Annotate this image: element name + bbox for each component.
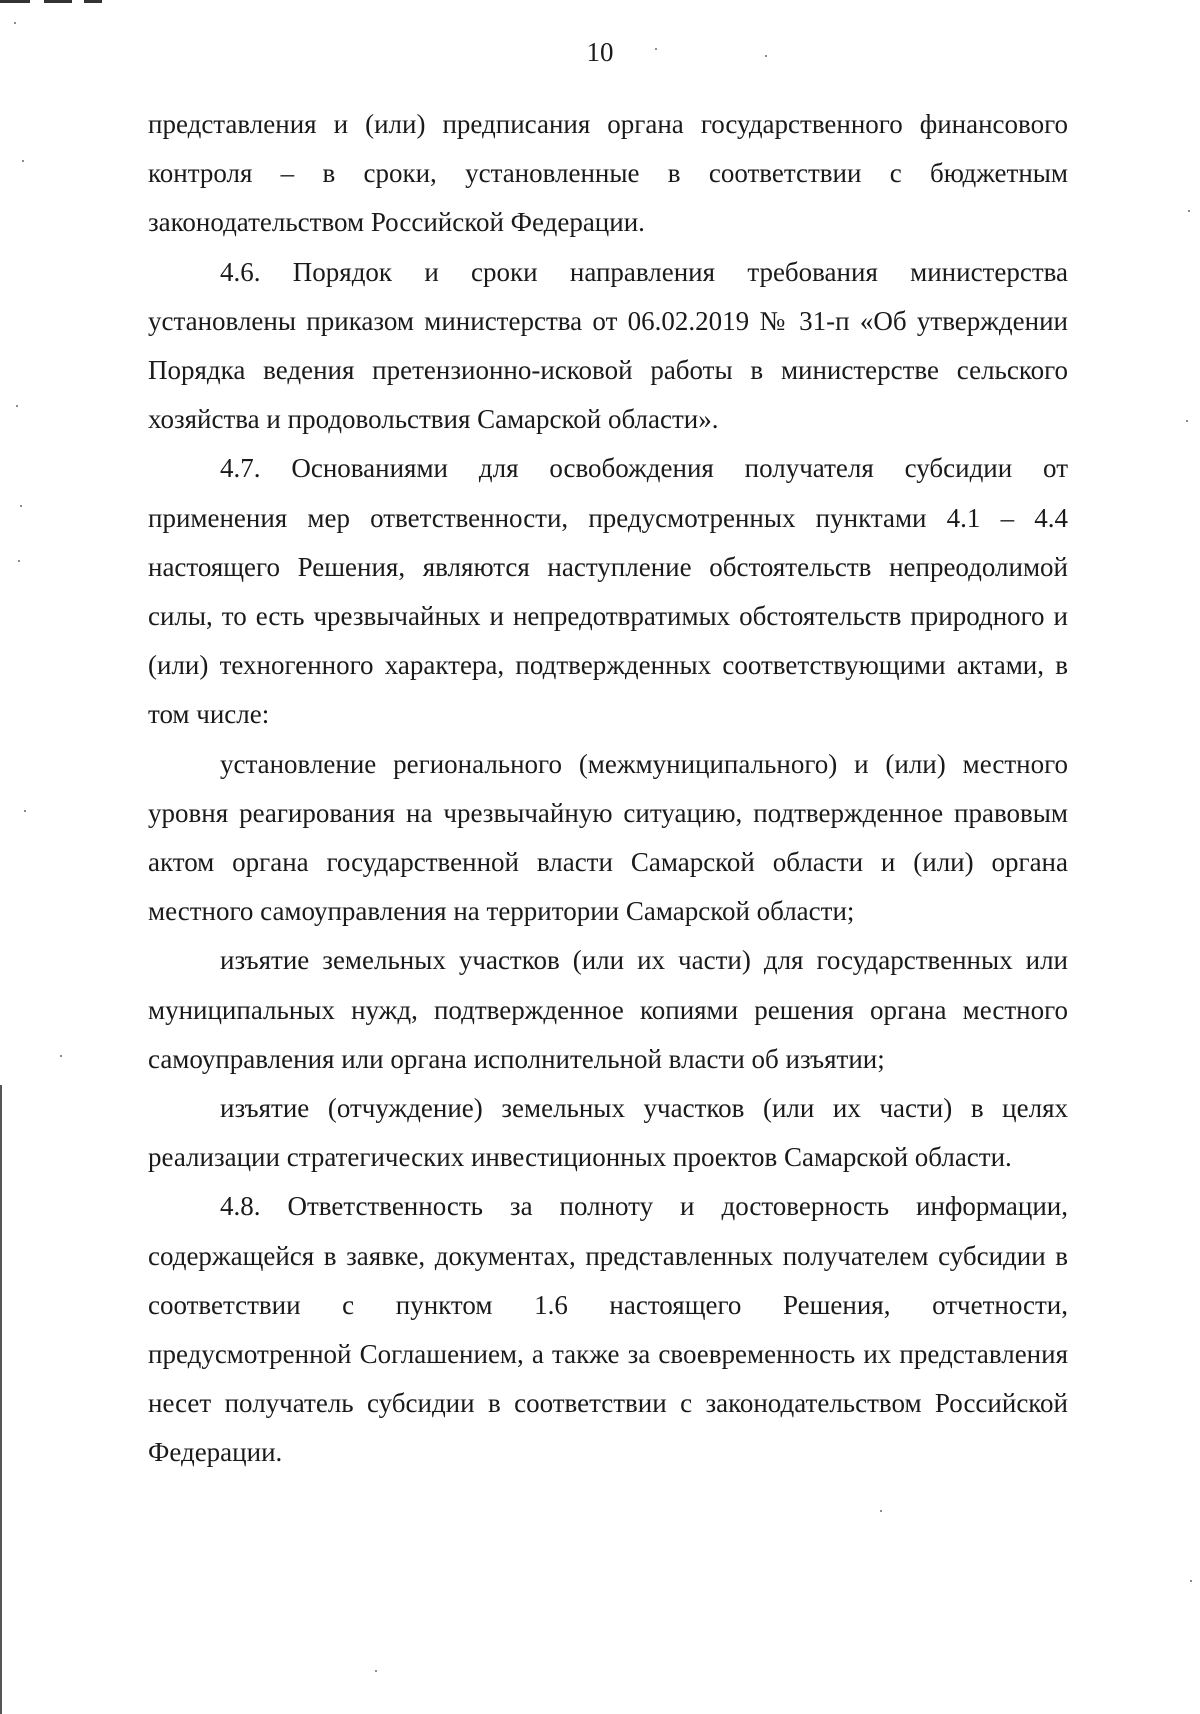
scan-speck bbox=[375, 1670, 377, 1672]
scan-speck bbox=[1188, 210, 1190, 212]
scan-speck bbox=[20, 505, 22, 507]
scan-speck bbox=[24, 810, 26, 812]
scan-speck bbox=[18, 560, 20, 562]
scan-speck bbox=[14, 22, 16, 24]
paragraph-emergency-response: установление регионального (межмуниципального) и (или) местного уровня реагирования на чрезвычайную ситуацию, подтвержденное правовым актом органа государственной власти Самарской области и (или) органа местного самоуправления на территории Самарской области; bbox=[148, 748, 1068, 927]
scan-speck bbox=[16, 405, 18, 407]
scan-speck bbox=[1186, 420, 1188, 422]
document-body bbox=[148, 100, 1068, 1478]
paragraph-land-withdrawal-investment: изъятие (отчуждение) земельных участков (или их части) в целях реализации стратегических инвестиционных проектов Самарской области. bbox=[148, 1093, 1068, 1173]
scan-edge-line-left bbox=[0, 1085, 2, 1714]
paragraph-continuation: представления и (или) предписания органа государственного финансового контроля – в сроки, установленные в соответствии с бюджетным законодательством Российской Федерации. bbox=[148, 109, 1068, 238]
paragraph-land-withdrawal-state: изъятие земельных участков (или их части) для государственных или муниципальных нужд, подтвержденное копиями решения органа местного самоуправления или органа исполнительной власти об изъятии; bbox=[148, 945, 1068, 1074]
paragraph-4-8: 4.8. Ответственность за полноту и достоверность информации, содержащейся в заявке, документах, представленных получателем субсидии в соответствии с пунктом 1.6 настоящего Решения, отчетности, предусмотренной Соглашением, а также за своевременность их представления несет получатель субсидии в соответствии с законодательством Российской Федерации. bbox=[148, 1191, 1068, 1468]
page-number: 10 bbox=[586, 37, 614, 67]
scan-mark-top-left-1 bbox=[0, 0, 30, 3]
scan-speck bbox=[880, 1510, 882, 1512]
paragraph-4-7: 4.7. Основаниями для освобождения получателя субсидии от применения мер ответственности, предусмотренных пунктами 4.1 – 4.4 настоящего Решения, являются наступление обстоятельств непреодолимой силы, то есть чрезвычайных и непредотвратимых обстоятельств природного и (или) техногенного характера, подтвержденных соответствующими актами, в том числе: bbox=[148, 453, 1068, 730]
scan-mark-top-left-3 bbox=[84, 0, 102, 3]
scan-speck bbox=[1190, 1580, 1192, 1582]
paragraph-4-6: 4.6. Порядок и сроки направления требования министерства установлены приказом министерства от 06.02.2019 № 31-п «Об утверждении Порядка ведения претензионно-исковой работы в министерстве сельского хозяйства и продовольствия Самарской области». bbox=[148, 256, 1068, 435]
scan-speck bbox=[22, 160, 24, 162]
scan-speck bbox=[60, 1055, 62, 1057]
scan-mark-top-left-2 bbox=[44, 0, 72, 3]
